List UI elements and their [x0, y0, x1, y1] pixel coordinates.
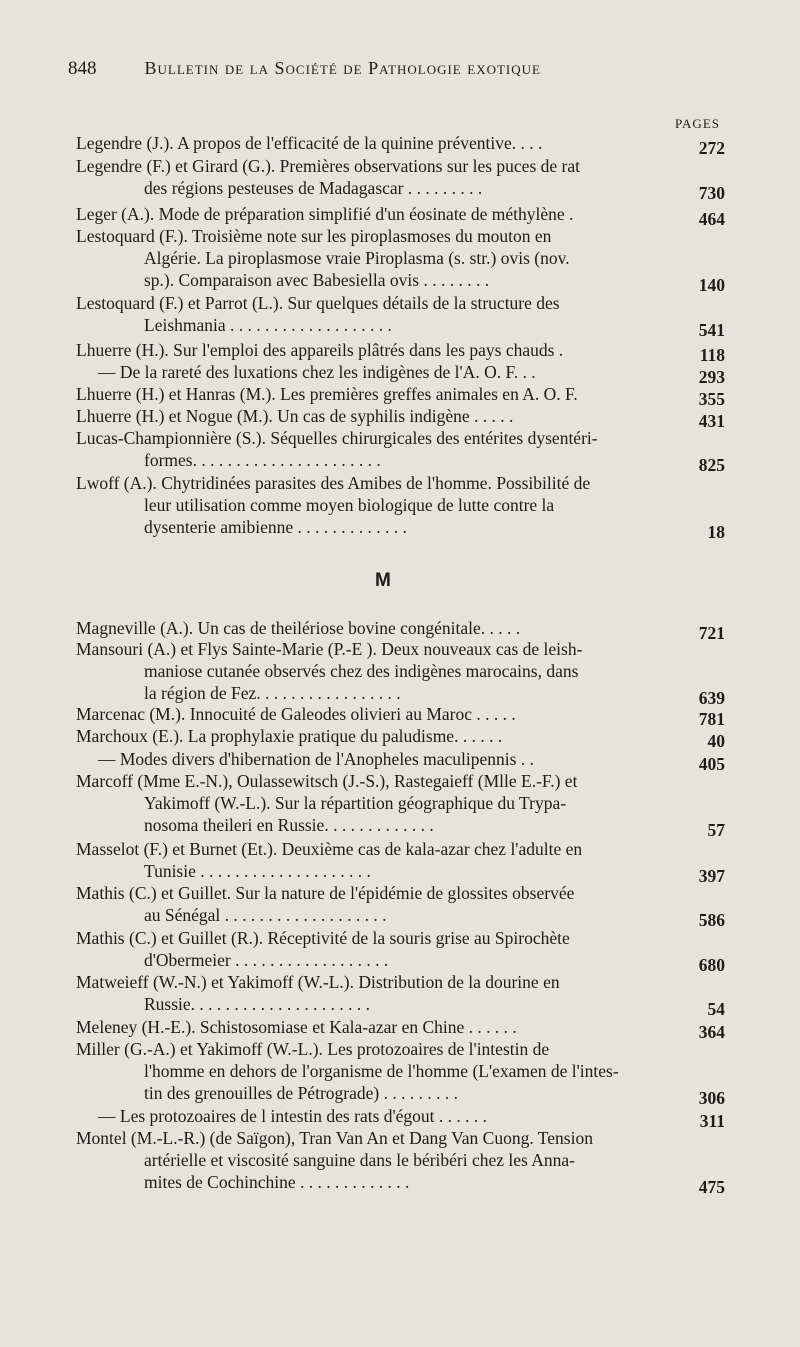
- entry-line: Legendre (F.) et Girard (G.). Premières observations sur les puces de rat: [76, 156, 580, 176]
- entry-line: dysenterie amibienne . . . . . . . . . . . . .: [144, 517, 407, 537]
- page-reference: 475: [698, 1177, 725, 1197]
- page-reference: 140: [698, 275, 725, 295]
- page-reference: 54: [707, 999, 725, 1019]
- entry-line: Lhuerre (H.). Sur l'emploi des appareils plâtrés dans les pays chauds .: [76, 340, 564, 360]
- page-reference: 586: [698, 910, 725, 930]
- entry-line: Lwoff (A.). Chytridinées parasites des Amibes de l'homme. Possibilité de: [76, 473, 591, 493]
- entry-line: l'homme en dehors de l'organisme de l'homme (L'examen de l'intes-: [144, 1061, 619, 1081]
- index-entry: [76, 361, 666, 383]
- entry-line: Algérie. La piroplasmose vraie Piroplasma (s. str.) ovis (nov.: [144, 248, 570, 268]
- index-entry: [76, 155, 666, 199]
- entry-line: Marcenac (M.). Innocuité de Galeodes olivieri au Maroc . . . . .: [76, 704, 516, 724]
- page-reference: 397: [698, 866, 725, 886]
- index-entry: [76, 725, 666, 747]
- page-reference: 293: [698, 367, 725, 387]
- entry-line: Miller (G.-A.) et Yakimoff (W.-L.). Les protozoaires de l'intestin de: [76, 1039, 550, 1059]
- index-entry: [76, 1127, 666, 1193]
- index-entry: [76, 971, 666, 1015]
- entry-line: Mansouri (A.) et Flys Sainte-Marie (P.-E ). Deux nouveaux cas de leish-: [76, 639, 583, 659]
- entry-line: sp.). Comparaison avec Babesiella ovis . . . . . . . .: [144, 270, 490, 290]
- index-entry: [76, 770, 666, 836]
- page-reference: 431: [698, 411, 725, 431]
- page-reference: 306: [698, 1088, 725, 1108]
- page-reference: 680: [698, 955, 725, 975]
- page-reference: 118: [699, 345, 725, 365]
- entry-line: Mathis (C.) et Guillet. Sur la nature de l'épidémie de glossites observée: [76, 883, 575, 903]
- index-entry: [76, 292, 666, 336]
- entry-line: Lhuerre (H.) et Hanras (M.). Les premières greffes animales en A. O. F.: [76, 384, 578, 404]
- journal-title: Bulletin de la Société de Pathologie exotique: [144, 58, 541, 78]
- entry-line: Marcoff (Mme E.-N.), Oulassewitsch (J.-S.), Rastegaieff (Mlle E.-F.) et: [76, 771, 578, 791]
- entry-line: Matweieff (W.-N.) et Yakimoff (W.-L.). Distribution de la dourine en: [76, 972, 560, 992]
- entry-line: Meleney (H.-E.). Schistosomiase et Kala-azar en Chine . . . . . .: [76, 1017, 517, 1037]
- page-number: 848: [68, 58, 97, 79]
- entry-line: Marchoux (E.). La prophylaxie pratique du paludisme. . . . . .: [76, 726, 503, 746]
- entry-line: Leger (A.). Mode de préparation simplifié d'un éosinate de méthylène .: [76, 204, 574, 224]
- entry-line: Lestoquard (F.) et Parrot (L.). Sur quelques détails de la structure des: [76, 293, 560, 313]
- entry-line: Lhuerre (H.) et Nogue (M.). Un cas de syphilis indigène . . . . .: [76, 406, 514, 426]
- page-reference: 825: [698, 455, 725, 475]
- entry-line: d'Obermeier . . . . . . . . . . . . . . . . . .: [144, 950, 389, 970]
- index-entry: [76, 1016, 666, 1038]
- page-reference: 364: [698, 1022, 725, 1042]
- index-entry: [76, 472, 666, 538]
- index-entry: [76, 703, 666, 725]
- entry-line: la région de Fez. . . . . . . . . . . . . . . . .: [144, 683, 401, 703]
- index-entry: [76, 638, 666, 704]
- entry-line: Legendre (J.). A propos de l'efficacité de la quinine préventive. . . .: [76, 133, 543, 153]
- index-entry: [76, 1038, 666, 1104]
- index-entry: [76, 927, 666, 971]
- entry-line: formes. . . . . . . . . . . . . . . . . . . . . .: [144, 450, 381, 470]
- page-reference: 355: [698, 389, 725, 409]
- entry-line: — Modes divers d'hibernation de l'Anopheles maculipennis . .: [98, 749, 534, 769]
- index-entry: [76, 882, 666, 926]
- entry-line: — De la rareté des luxations chez les indigènes de l'A. O. F. . .: [98, 362, 536, 382]
- index-entry: [76, 838, 666, 882]
- page-reference: 730: [698, 183, 725, 203]
- pages-column-label: PAGES: [675, 116, 720, 131]
- entry-line: Masselot (F.) et Burnet (Et.). Deuxième cas de kala-azar chez l'adulte en: [76, 839, 583, 859]
- entry-line: Russie. . . . . . . . . . . . . . . . . . . . .: [144, 994, 371, 1014]
- page-reference: 639: [698, 688, 725, 708]
- entry-line: artérielle et viscosité sanguine dans le béribéri chez les Anna-: [144, 1150, 576, 1170]
- entry-line: des régions pesteuses de Madagascar . . . . . . . . .: [144, 178, 483, 198]
- entry-line: leur utilisation comme moyen biologique de lutte contre la: [144, 495, 555, 515]
- entry-line: Yakimoff (W.-L.). Sur la répartition géographique du Trypa-: [144, 793, 567, 813]
- entry-line: Mathis (C.) et Guillet (R.). Réceptivité de la souris grise au Spirochète: [76, 928, 570, 948]
- entry-line: maniose cutanée observés chez des indigènes marocains, dans: [144, 661, 579, 681]
- entry-line: Montel (M.-L.-R.) (de Saïgon), Tran Van An et Dang Van Cuong. Tension: [76, 1128, 593, 1148]
- entry-line: Lucas-Championnière (S.). Séquelles chirurgicales des entérites dysentéri-: [76, 428, 598, 448]
- index-entry: [76, 339, 666, 361]
- page-reference: 781: [698, 709, 725, 729]
- page-reference: 40: [707, 731, 725, 751]
- index-entry: [76, 405, 666, 427]
- index-entry: [76, 225, 666, 291]
- index-entry: [76, 1105, 666, 1127]
- entry-line: — Les protozoaires de l intestin des rats d'égout . . . . . .: [98, 1106, 488, 1126]
- page-reference: 541: [698, 320, 725, 340]
- entry-line: mites de Cochinchine . . . . . . . . . . . . .: [144, 1172, 410, 1192]
- page-reference: 721: [698, 623, 725, 643]
- index-entry: [76, 427, 666, 471]
- entry-line: nosoma theileri en Russie. . . . . . . . . . . . .: [144, 815, 434, 835]
- section-letter: M: [375, 570, 391, 591]
- index-entry: [76, 203, 666, 225]
- page-reference: 311: [699, 1111, 725, 1131]
- entry-line: Leishmania . . . . . . . . . . . . . . . . . . .: [144, 315, 392, 335]
- page-reference: 272: [698, 138, 725, 158]
- page-reference: 405: [698, 754, 725, 774]
- entry-line: Magneville (A.). Un cas de theilériose bovine congénitale. . . . .: [76, 618, 521, 638]
- page-reference: 57: [707, 820, 725, 840]
- entry-line: tin des grenouilles de Pétrograde) . . . . . . . . .: [144, 1083, 458, 1103]
- page-header: [68, 58, 648, 80]
- index-entry: [76, 383, 666, 405]
- page-reference: 18: [707, 522, 725, 542]
- entry-line: au Sénégal . . . . . . . . . . . . . . . . . . .: [144, 905, 387, 925]
- index-entry: [76, 748, 666, 770]
- index-entry: [76, 132, 666, 154]
- entry-line: Tunisie . . . . . . . . . . . . . . . . . . . .: [144, 861, 371, 881]
- page-reference: 464: [698, 209, 725, 229]
- index-entry: [76, 617, 666, 639]
- entry-line: Lestoquard (F.). Troisième note sur les piroplasmoses du mouton en: [76, 226, 552, 246]
